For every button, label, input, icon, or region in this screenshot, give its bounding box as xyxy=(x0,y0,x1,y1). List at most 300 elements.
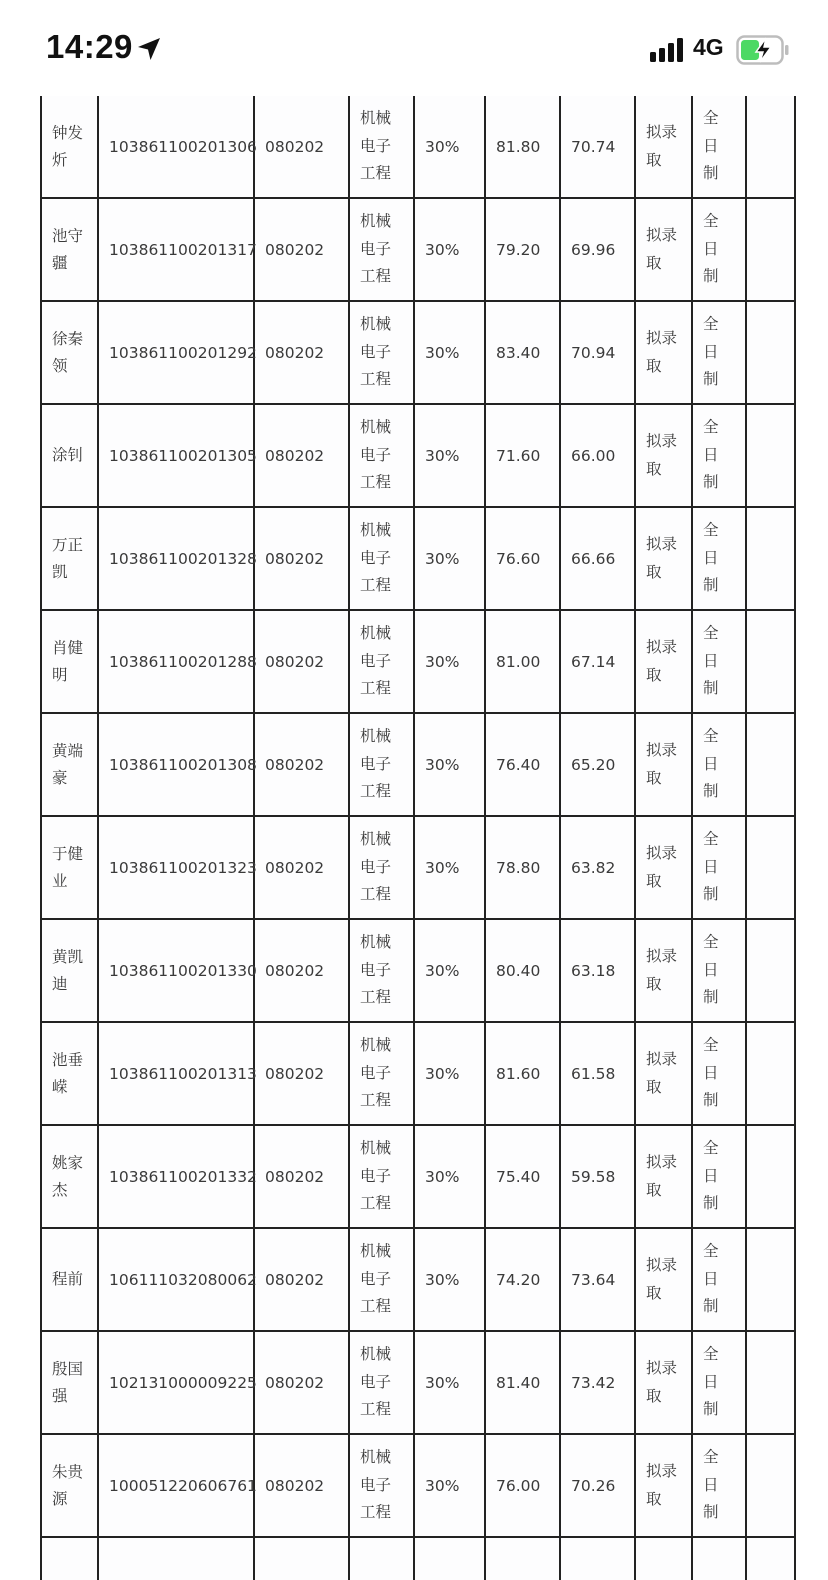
interview-score-cell xyxy=(485,1228,560,1331)
interview-score-cell xyxy=(485,610,560,713)
major-code-cell-text: 080202 xyxy=(265,343,325,362)
empty-cell xyxy=(746,1434,795,1537)
study-mode-cell-text: 全 日 制 xyxy=(703,933,719,1007)
admission-status-cell-text: 拟录 取 xyxy=(646,329,678,375)
interview-score-cell xyxy=(485,96,560,198)
empty-cell xyxy=(746,198,795,301)
table-row xyxy=(41,96,795,198)
weight-ratio-cell xyxy=(414,96,485,198)
network-type-label: 4G xyxy=(693,34,724,60)
major-name-cell-text: 机械 电子 工程 xyxy=(360,624,392,698)
interview-score-cell xyxy=(485,1125,560,1228)
study-mode-cell-text: 全 日 制 xyxy=(703,521,719,595)
weight-ratio-cell-text: 30% xyxy=(425,446,460,465)
major-name-cell-text: 机械 电子 工程 xyxy=(360,1036,392,1110)
interview-score-cell-text: 76.40 xyxy=(496,755,541,774)
major-name-cell xyxy=(349,1537,414,1580)
admission-status-cell-text: 拟录 取 xyxy=(646,226,678,272)
major-code-cell xyxy=(254,96,349,198)
admission-status-cell xyxy=(635,1331,692,1434)
candidate-name-cell-text: 黄端 豪 xyxy=(52,741,84,787)
study-mode-cell-text: 全 日 制 xyxy=(703,1448,719,1522)
total-score-cell-text: 73.64 xyxy=(571,1270,616,1289)
major-name-cell xyxy=(349,1022,414,1125)
admission-status-cell-text: 拟录 取 xyxy=(646,1050,678,1096)
total-score-cell xyxy=(560,1434,635,1537)
major-code-cell xyxy=(254,404,349,507)
table-row xyxy=(41,1125,795,1228)
total-score-cell-text: 63.82 xyxy=(571,858,616,877)
exam-id-cell xyxy=(98,404,257,507)
study-mode-cell-text: 全 日 制 xyxy=(703,109,719,183)
admission-status-cell xyxy=(635,713,692,816)
empty-cell xyxy=(746,1125,795,1228)
total-score-cell xyxy=(560,816,635,919)
candidate-name-cell xyxy=(41,96,98,198)
weight-ratio-cell xyxy=(414,919,485,1022)
exam-id-cell xyxy=(98,198,257,301)
table-row xyxy=(41,1331,795,1434)
weight-ratio-cell-text: 30% xyxy=(425,1167,460,1186)
major-name-cell-text: 机械 电子 工程 xyxy=(360,727,392,801)
major-code-cell xyxy=(254,301,349,404)
admission-status-cell xyxy=(635,816,692,919)
study-mode-cell xyxy=(692,96,746,198)
table-row xyxy=(41,404,795,507)
total-score-cell-text: 61.58 xyxy=(571,1064,616,1083)
study-mode-cell-text: 全 日 制 xyxy=(703,624,719,698)
candidate-name-cell-text: 姚家 杰 xyxy=(52,1153,84,1199)
study-mode-cell xyxy=(692,1228,746,1331)
major-name-cell-text: 机械 电子 工程 xyxy=(360,109,392,183)
candidate-name-cell xyxy=(41,610,98,713)
weight-ratio-cell xyxy=(414,198,485,301)
total-score-cell-text: 63.18 xyxy=(571,961,616,980)
major-code-cell-text: 080202 xyxy=(265,1064,325,1083)
admission-status-cell-text: 拟录 取 xyxy=(646,1462,678,1508)
major-name-cell xyxy=(349,816,414,919)
major-code-cell-text: 080202 xyxy=(265,961,325,980)
cellular-signal-icon xyxy=(650,38,684,62)
candidate-name-cell xyxy=(41,301,98,404)
study-mode-cell xyxy=(692,610,746,713)
weight-ratio-cell xyxy=(414,1537,485,1580)
weight-ratio-cell-text: 30% xyxy=(425,343,460,362)
admission-status-cell-text: 拟录 取 xyxy=(646,1256,678,1302)
table-row xyxy=(41,507,795,610)
admission-status-cell-text: 拟录 取 xyxy=(646,844,678,890)
major-code-cell-text: 080202 xyxy=(265,446,325,465)
exam-id-cell-text: 103861100201332 xyxy=(109,1167,257,1186)
candidate-name-cell-text: 黄凯 迪 xyxy=(52,947,84,993)
major-code-cell xyxy=(254,198,349,301)
table-row xyxy=(41,713,795,816)
weight-ratio-cell-text: 30% xyxy=(425,549,460,568)
total-score-cell xyxy=(560,1331,635,1434)
interview-score-cell-text: 81.00 xyxy=(496,652,541,671)
study-mode-cell xyxy=(692,404,746,507)
major-name-cell-text: 机械 电子 工程 xyxy=(360,521,392,595)
study-mode-cell xyxy=(692,198,746,301)
empty-cell xyxy=(746,1022,795,1125)
candidate-name-cell xyxy=(41,1125,98,1228)
major-name-cell xyxy=(349,301,414,404)
study-mode-cell-text: 全 日 制 xyxy=(703,1139,719,1213)
total-score-cell-text: 67.14 xyxy=(571,652,616,671)
admission-status-cell xyxy=(635,198,692,301)
interview-score-cell-text: 78.80 xyxy=(496,858,541,877)
exam-id-cell-text: 103861100201292 xyxy=(109,343,257,362)
major-code-cell xyxy=(254,610,349,713)
exam-id-cell xyxy=(98,301,257,404)
interview-score-cell-text: 83.40 xyxy=(496,343,541,362)
major-name-cell-text: 机械 电子 工程 xyxy=(360,418,392,492)
table-row xyxy=(41,1228,795,1331)
total-score-cell xyxy=(560,301,635,404)
study-mode-cell-text: 全 日 制 xyxy=(703,1242,719,1316)
weight-ratio-cell-text: 30% xyxy=(425,137,460,156)
interview-score-cell xyxy=(485,1537,560,1580)
study-mode-cell-text: 全 日 制 xyxy=(703,1036,719,1110)
major-code-cell-text: 080202 xyxy=(265,1373,325,1392)
major-name-cell xyxy=(349,96,414,198)
total-score-cell xyxy=(560,610,635,713)
exam-id-cell-text: 103861100201288 xyxy=(109,652,257,671)
weight-ratio-cell xyxy=(414,1434,485,1537)
interview-score-cell-text: 74.20 xyxy=(496,1270,541,1289)
admission-results-table xyxy=(40,96,796,1580)
major-name-cell xyxy=(349,713,414,816)
exam-id-cell-text: 103861100201306 xyxy=(109,137,257,156)
total-score-cell xyxy=(560,919,635,1022)
total-score-cell xyxy=(560,1022,635,1125)
weight-ratio-cell xyxy=(414,507,485,610)
major-code-cell xyxy=(254,1331,349,1434)
total-score-cell-text: 66.00 xyxy=(571,446,616,465)
major-name-cell-text: 机械 电子 工程 xyxy=(360,1242,392,1316)
exam-id-cell xyxy=(98,1537,254,1580)
exam-id-cell xyxy=(98,1434,257,1537)
empty-cell xyxy=(746,1537,795,1580)
exam-id-cell-text: 103861100201317 xyxy=(109,240,257,259)
status-bar xyxy=(0,0,828,96)
admission-status-cell xyxy=(635,96,692,198)
empty-cell xyxy=(746,507,795,610)
weight-ratio-cell xyxy=(414,404,485,507)
total-score-cell-text: 70.74 xyxy=(571,137,616,156)
major-name-cell-text: 机械 电子 工程 xyxy=(360,933,392,1007)
interview-score-cell xyxy=(485,1434,560,1537)
major-name-cell xyxy=(349,404,414,507)
total-score-cell xyxy=(560,713,635,816)
weight-ratio-cell-text: 30% xyxy=(425,858,460,877)
exam-id-cell xyxy=(98,816,257,919)
weight-ratio-cell-text: 30% xyxy=(425,652,460,671)
empty-cell xyxy=(746,610,795,713)
study-mode-cell xyxy=(692,1022,746,1125)
interview-score-cell xyxy=(485,301,560,404)
table-row xyxy=(41,301,795,404)
candidate-name-cell xyxy=(41,1331,98,1434)
admission-status-cell xyxy=(635,301,692,404)
location-arrow-icon xyxy=(136,36,162,62)
major-name-cell-text: 机械 电子 工程 xyxy=(360,1448,392,1522)
exam-id-cell-text: 100051220606761 xyxy=(109,1476,257,1495)
major-name-cell xyxy=(349,198,414,301)
candidate-name-cell xyxy=(41,404,98,507)
empty-cell xyxy=(746,1228,795,1331)
interview-score-cell-text: 71.60 xyxy=(496,446,541,465)
major-code-cell-text: 080202 xyxy=(265,652,325,671)
study-mode-cell xyxy=(692,301,746,404)
admission-status-cell-text: 拟录 取 xyxy=(646,1359,678,1405)
interview-score-cell-text: 75.40 xyxy=(496,1167,541,1186)
major-code-cell-text: 080202 xyxy=(265,240,325,259)
major-code-cell xyxy=(254,1228,349,1331)
exam-id-cell xyxy=(98,1331,257,1434)
interview-score-cell-text: 79.20 xyxy=(496,240,541,259)
candidate-name-cell xyxy=(41,198,98,301)
study-mode-cell-text: 全 日 制 xyxy=(703,418,719,492)
interview-score-cell-text: 80.40 xyxy=(496,961,541,980)
candidate-name-cell-text: 徐秦 领 xyxy=(52,329,84,375)
major-code-cell-text: 080202 xyxy=(265,549,325,568)
study-mode-cell xyxy=(692,1537,746,1580)
admission-status-cell xyxy=(635,1125,692,1228)
weight-ratio-cell-text: 30% xyxy=(425,1476,460,1495)
exam-id-cell xyxy=(98,507,257,610)
study-mode-cell xyxy=(692,713,746,816)
major-name-cell xyxy=(349,1434,414,1537)
total-score-cell xyxy=(560,507,635,610)
study-mode-cell xyxy=(692,507,746,610)
major-code-cell xyxy=(254,816,349,919)
interview-score-cell xyxy=(485,198,560,301)
exam-id-cell xyxy=(98,713,257,816)
interview-score-cell-text: 76.60 xyxy=(496,549,541,568)
study-mode-cell xyxy=(692,816,746,919)
battery-charging-icon xyxy=(736,35,790,65)
exam-id-cell xyxy=(98,919,257,1022)
major-code-cell xyxy=(254,1125,349,1228)
interview-score-cell xyxy=(485,919,560,1022)
weight-ratio-cell-text: 30% xyxy=(425,961,460,980)
empty-cell xyxy=(746,816,795,919)
study-mode-cell-text: 全 日 制 xyxy=(703,212,719,286)
total-score-cell-text: 69.96 xyxy=(571,240,616,259)
interview-score-cell xyxy=(485,1331,560,1434)
results-table-container[interactable] xyxy=(0,96,828,1580)
candidate-name-cell-text: 池垂 嵘 xyxy=(52,1050,84,1096)
candidate-name-cell-text: 涂钊 xyxy=(52,446,84,464)
study-mode-cell xyxy=(692,1331,746,1434)
admission-status-cell xyxy=(635,1228,692,1331)
weight-ratio-cell xyxy=(414,713,485,816)
candidate-name-cell-text: 朱贵 源 xyxy=(52,1462,84,1508)
exam-id-cell xyxy=(98,96,257,198)
exam-id-cell-text: 103861100201328 xyxy=(109,549,257,568)
candidate-name-cell xyxy=(41,1537,98,1580)
empty-cell xyxy=(746,919,795,1022)
exam-id-cell-text: 103861100201323 xyxy=(109,858,257,877)
admission-status-cell-text: 拟录 取 xyxy=(646,123,678,169)
major-code-cell xyxy=(254,1022,349,1125)
empty-cell xyxy=(746,96,795,198)
exam-id-cell-text: 102131000009225 xyxy=(109,1373,257,1392)
candidate-name-cell-text: 于健 业 xyxy=(52,844,84,890)
status-time: 14:29 xyxy=(46,28,133,65)
weight-ratio-cell-text: 30% xyxy=(425,1373,460,1392)
exam-id-cell xyxy=(98,610,257,713)
weight-ratio-cell-text: 30% xyxy=(425,240,460,259)
major-code-cell xyxy=(254,1434,349,1537)
major-name-cell xyxy=(349,507,414,610)
major-name-cell-text: 机械 电子 工程 xyxy=(360,1345,392,1419)
major-code-cell-text: 080202 xyxy=(265,1270,325,1289)
candidate-name-cell xyxy=(41,713,98,816)
empty-cell xyxy=(746,404,795,507)
major-code-cell-text: 080202 xyxy=(265,858,325,877)
admission-status-cell-text: 拟录 取 xyxy=(646,1153,678,1199)
empty-cell xyxy=(746,1331,795,1434)
table-row xyxy=(41,1022,795,1125)
admission-status-cell xyxy=(635,1537,692,1580)
interview-score-cell xyxy=(485,404,560,507)
total-score-cell xyxy=(560,1228,635,1331)
study-mode-cell xyxy=(692,919,746,1022)
total-score-cell-text: 70.26 xyxy=(571,1476,616,1495)
exam-id-cell-text: 103861100201313 xyxy=(109,1064,257,1083)
candidate-name-cell-text: 池守 疆 xyxy=(52,226,84,272)
weight-ratio-cell xyxy=(414,816,485,919)
total-score-cell-text: 70.94 xyxy=(571,343,616,362)
interview-score-cell-text: 81.40 xyxy=(496,1373,541,1392)
interview-score-cell-text: 76.00 xyxy=(496,1476,541,1495)
candidate-name-cell xyxy=(41,816,98,919)
exam-id-cell xyxy=(98,1125,257,1228)
candidate-name-cell xyxy=(41,507,98,610)
admission-status-cell xyxy=(635,1022,692,1125)
interview-score-cell-text: 81.60 xyxy=(496,1064,541,1083)
exam-id-cell-text: 103861100201308 xyxy=(109,755,257,774)
total-score-cell xyxy=(560,1537,635,1580)
study-mode-cell-text: 全 日 制 xyxy=(703,830,719,904)
weight-ratio-cell xyxy=(414,610,485,713)
major-code-cell xyxy=(254,713,349,816)
candidate-name-cell xyxy=(41,919,98,1022)
admission-status-cell-text: 拟录 取 xyxy=(646,432,678,478)
exam-id-cell-text: 103861100201305 xyxy=(109,446,257,465)
total-score-cell-text: 65.20 xyxy=(571,755,616,774)
total-score-cell xyxy=(560,198,635,301)
interview-score-cell xyxy=(485,713,560,816)
exam-id-cell-text: 103861100201330 xyxy=(109,961,257,980)
major-name-cell-text: 机械 电子 工程 xyxy=(360,1139,392,1213)
major-code-cell xyxy=(254,919,349,1022)
admission-status-cell xyxy=(635,1434,692,1537)
candidate-name-cell xyxy=(41,1434,98,1537)
table-row xyxy=(41,816,795,919)
exam-id-cell xyxy=(98,1022,257,1125)
total-score-cell xyxy=(560,96,635,198)
major-name-cell xyxy=(349,1331,414,1434)
major-name-cell xyxy=(349,610,414,713)
total-score-cell-text: 59.58 xyxy=(571,1167,616,1186)
table-row xyxy=(41,1434,795,1537)
interview-score-cell xyxy=(485,816,560,919)
major-name-cell-text: 机械 电子 工程 xyxy=(360,315,392,389)
admission-status-cell xyxy=(635,404,692,507)
major-name-cell xyxy=(349,1125,414,1228)
major-name-cell xyxy=(349,919,414,1022)
exam-id-cell xyxy=(98,1228,257,1331)
total-score-cell xyxy=(560,1125,635,1228)
candidate-name-cell-text: 程前 xyxy=(52,1270,84,1288)
major-code-cell-text: 080202 xyxy=(265,755,325,774)
admission-status-cell xyxy=(635,610,692,713)
weight-ratio-cell xyxy=(414,1022,485,1125)
total-score-cell-text: 73.42 xyxy=(571,1373,616,1392)
interview-score-cell xyxy=(485,1022,560,1125)
admission-status-cell xyxy=(635,919,692,1022)
empty-cell xyxy=(746,301,795,404)
table-body xyxy=(41,96,795,1580)
table-row xyxy=(41,610,795,713)
study-mode-cell-text: 全 日 制 xyxy=(703,727,719,801)
weight-ratio-cell-text: 30% xyxy=(425,1270,460,1289)
candidate-name-cell xyxy=(41,1228,98,1331)
admission-status-cell xyxy=(635,507,692,610)
table-row xyxy=(41,198,795,301)
study-mode-cell-text: 全 日 制 xyxy=(703,315,719,389)
study-mode-cell xyxy=(692,1125,746,1228)
major-name-cell-text: 机械 电子 工程 xyxy=(360,830,392,904)
admission-status-cell-text: 拟录 取 xyxy=(646,947,678,993)
admission-status-cell-text: 拟录 取 xyxy=(646,638,678,684)
table-row xyxy=(41,1537,795,1580)
major-code-cell xyxy=(254,1537,349,1580)
total-score-cell xyxy=(560,404,635,507)
weight-ratio-cell xyxy=(414,1331,485,1434)
candidate-name-cell xyxy=(41,1022,98,1125)
study-mode-cell xyxy=(692,1434,746,1537)
major-code-cell xyxy=(254,507,349,610)
table-row xyxy=(41,919,795,1022)
weight-ratio-cell xyxy=(414,1125,485,1228)
interview-score-cell xyxy=(485,507,560,610)
weight-ratio-cell xyxy=(414,301,485,404)
major-code-cell-text: 080202 xyxy=(265,137,325,156)
major-code-cell-text: 080202 xyxy=(265,1167,325,1186)
admission-status-cell-text: 拟录 取 xyxy=(646,535,678,581)
major-code-cell-text: 080202 xyxy=(265,1476,325,1495)
admission-status-cell-text: 拟录 取 xyxy=(646,741,678,787)
weight-ratio-cell-text: 30% xyxy=(425,755,460,774)
candidate-name-cell-text: 钟发 炘 xyxy=(52,123,84,169)
exam-id-cell-text: 106111032080062 xyxy=(109,1270,257,1289)
major-name-cell-text: 机械 电子 工程 xyxy=(360,212,392,286)
weight-ratio-cell xyxy=(414,1228,485,1331)
candidate-name-cell-text: 殷国 强 xyxy=(52,1359,84,1405)
major-name-cell xyxy=(349,1228,414,1331)
candidate-name-cell-text: 万正 凯 xyxy=(52,535,84,581)
weight-ratio-cell-text: 30% xyxy=(425,1064,460,1083)
empty-cell xyxy=(746,713,795,816)
total-score-cell-text: 66.66 xyxy=(571,549,616,568)
study-mode-cell-text: 全 日 制 xyxy=(703,1345,719,1419)
interview-score-cell-text: 81.80 xyxy=(496,137,541,156)
candidate-name-cell-text: 肖健 明 xyxy=(52,638,84,684)
